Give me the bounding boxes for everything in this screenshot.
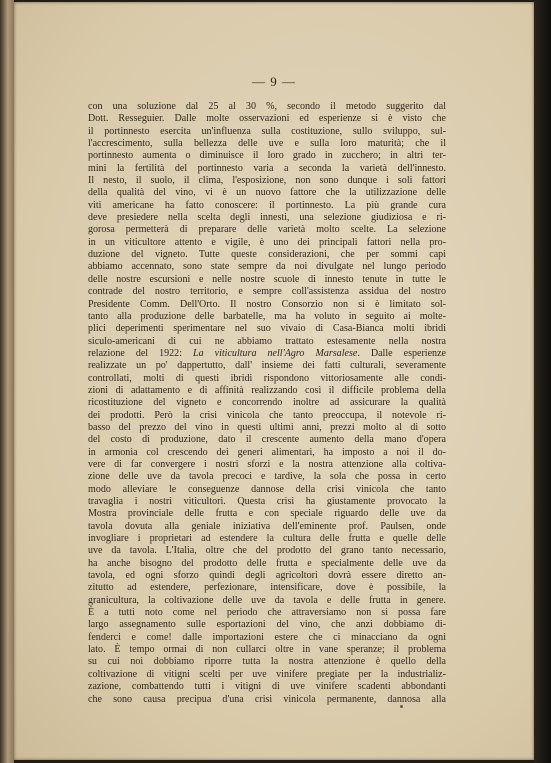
- text-line: il portinnesto esercita un'influenza sulla costituzione, sullo sviluppo, sul-: [88, 125, 446, 137]
- text-line: deve presiedere nella scelta degli innesti, una selezione giudiziosa e ri-: [88, 212, 446, 224]
- text-line: Dott. Resseguier. Dalle molte osservazioni ed esperienze si è visto che: [88, 113, 446, 125]
- text-line: travaglia i nostri viticultori. Questa crisi ha giustamente provocato la: [88, 496, 446, 507]
- text-line: in armonia col crescendo dei generi alimentari, ha imposto a noi il do-: [88, 446, 446, 458]
- text-line: realizzate un po' dappertutto, dall' insieme dei fatti culturali, severamente: [88, 360, 446, 372]
- text-line: mini la fertilità del portinnesto varia a seconda la varietà dell'innesto.: [88, 162, 446, 174]
- text-line: con una soluzione dal 25 al 30 %, secondo il metodo suggerito dal: [88, 101, 446, 112]
- text-line: in un viticultore attento e vigile, è uno dei principali fattori nella pro-: [88, 236, 446, 248]
- body-text: [88, 101, 446, 706]
- text-line: l'accrescimento, sulla bellezza delle uve e sulla loro maturità; che il: [88, 138, 446, 150]
- text-line: È a tutti noto come nel periodo che attraversiamo non si possa fare: [88, 607, 446, 619]
- text-line: viti americane ha fatto conoscere: il portinnesto. La più grande cura: [88, 199, 446, 211]
- text-line: delle nostre escursioni e nelle nostre scuole di innesto tenute in tutte le: [88, 273, 446, 285]
- text-line: zioni di adattamento e di affinità realizzando così il difficile problema della: [88, 384, 446, 396]
- text-line: fenderci e come! dalle importazioni estere che ci minacciano da ogni: [88, 631, 446, 643]
- text-line: Presidente Comm. Dell'Orto. Il nostro Consorzio non si è limitato sol-: [88, 298, 446, 310]
- text-line: dei prodotti. Però la crisi vinicola che tanto preoccupa, il notevole ri-: [88, 409, 446, 421]
- ink-dot: [400, 705, 403, 708]
- text-line: basso del prezzo del vino in questi ultimi anni, prezzi molto al di sotto: [88, 421, 446, 433]
- text-line: invogliare i proprietari ad estendere la cultura delle frutta e quelle delle: [88, 533, 446, 545]
- text-line: coltivazione di vitigni scelti per uve vinifere pregiate per la industrializ-: [88, 668, 446, 680]
- text-line: portinnesto aumenta o diminuisce il loro grado in zucchero; in altri ter-: [88, 150, 446, 162]
- text-line: su cui noi dobbiamo riporre tutta la nostra attenzione è quello della: [88, 656, 446, 668]
- text-line: ha anche bisogno del prodotto delle frutta e specialmente delle uve da: [88, 557, 446, 569]
- text-line: Il nesto, il suolo, il clima, l'esposizione, non sono dunque i soli fattori: [88, 175, 446, 187]
- text-line: granicultura, la coltivazione delle uve da tavola e delle frutta in genere.: [88, 594, 446, 606]
- text-line: plici deperimenti sperimentare nel suo vivaio di Casa-Bianca molti ibridi: [88, 323, 446, 335]
- text-line: zitutto ad estendere, perfezionare, intensificare, dove è possibile, la: [88, 582, 446, 594]
- text-line: zione delle uve da tavola precoci e tardive, la sola che possa in certo: [88, 471, 446, 483]
- text-line: contrade del nostro territorio, e sempre coll'assistenza assidua del nostro: [88, 286, 446, 298]
- text-line: della qualità del vino, vi è un nuovo fattore che la utilizzazione delle: [88, 187, 446, 199]
- document-page: [14, 2, 534, 760]
- publication-title: La viticultura nell'Agro Marsalese: [193, 347, 358, 359]
- text-line: uve da tavola. L'Italia, oltre che del prodotto del grano tanto necessario,: [88, 545, 446, 557]
- text-line: tavola dovuta alla geniale iniziativa dell'eminente prof. Paulsen, onde: [88, 520, 446, 532]
- page-number: — 9 —: [252, 74, 296, 89]
- text-line: duzione del vigneto. Tutte queste considerazioni, che per sommi capi: [88, 249, 446, 261]
- text-line: che sono causa precipua d'una crisi vinicola permanente, dannosa alla: [88, 693, 446, 705]
- text-line: modo alleviare le conseguenze dannose della crisi vinicola che tanto: [88, 483, 446, 495]
- text-line: gorosa permetterà di preparare delle varietà molto scelte. La selezione: [88, 224, 446, 236]
- text-line: controllati, molti di questi ibridi rispondono vittoriosamente alle condi-: [88, 372, 446, 384]
- text-line: tavola, ed ogni sforzo quindi degli agricoltori dovrà essere diretto an-: [88, 570, 446, 582]
- text-line: ricostituzione del vigneto e concorrendo inoltre ad assicurare la qualità: [88, 397, 446, 409]
- text-line: tanto alla produzione delle barbatelle, ma ha voluto in seguito ai molte-: [88, 310, 446, 322]
- text-line: largo assegnamento sulle esportazioni del vino, che anzi dobbiamo di-: [88, 619, 446, 631]
- text-line: lato. È tempo ormai di non cullarci oltre in vane speranze; il problema: [88, 644, 446, 656]
- text-line: vere di far convergere i nostri sforzi e la nostra attenzione alla coltiva-: [88, 458, 446, 470]
- adjacent-page-edge: [0, 0, 14, 763]
- text-line: Mostra provinciale delle frutta e con speciale riguardo delle uve da: [88, 508, 446, 520]
- text-line: relazione del 1922: La viticultura nell'Agro Marsalese. Dalle esperienze: [88, 347, 446, 359]
- text-line: abbiamo accennato, sono state sempre da noi divulgate nel lungo periodo: [88, 261, 446, 273]
- text-line: del costo di produzione, dato il crescente aumento della mano d'opera: [88, 434, 446, 446]
- text-line: zazione, combattendo tutti i vitigni di uve vinifere scadenti abbondanti: [88, 681, 446, 693]
- text-line: siculo-americani di cui ne abbiamo trattato estesamente nella nostra: [88, 335, 446, 347]
- scan-shadow: [534, 0, 551, 763]
